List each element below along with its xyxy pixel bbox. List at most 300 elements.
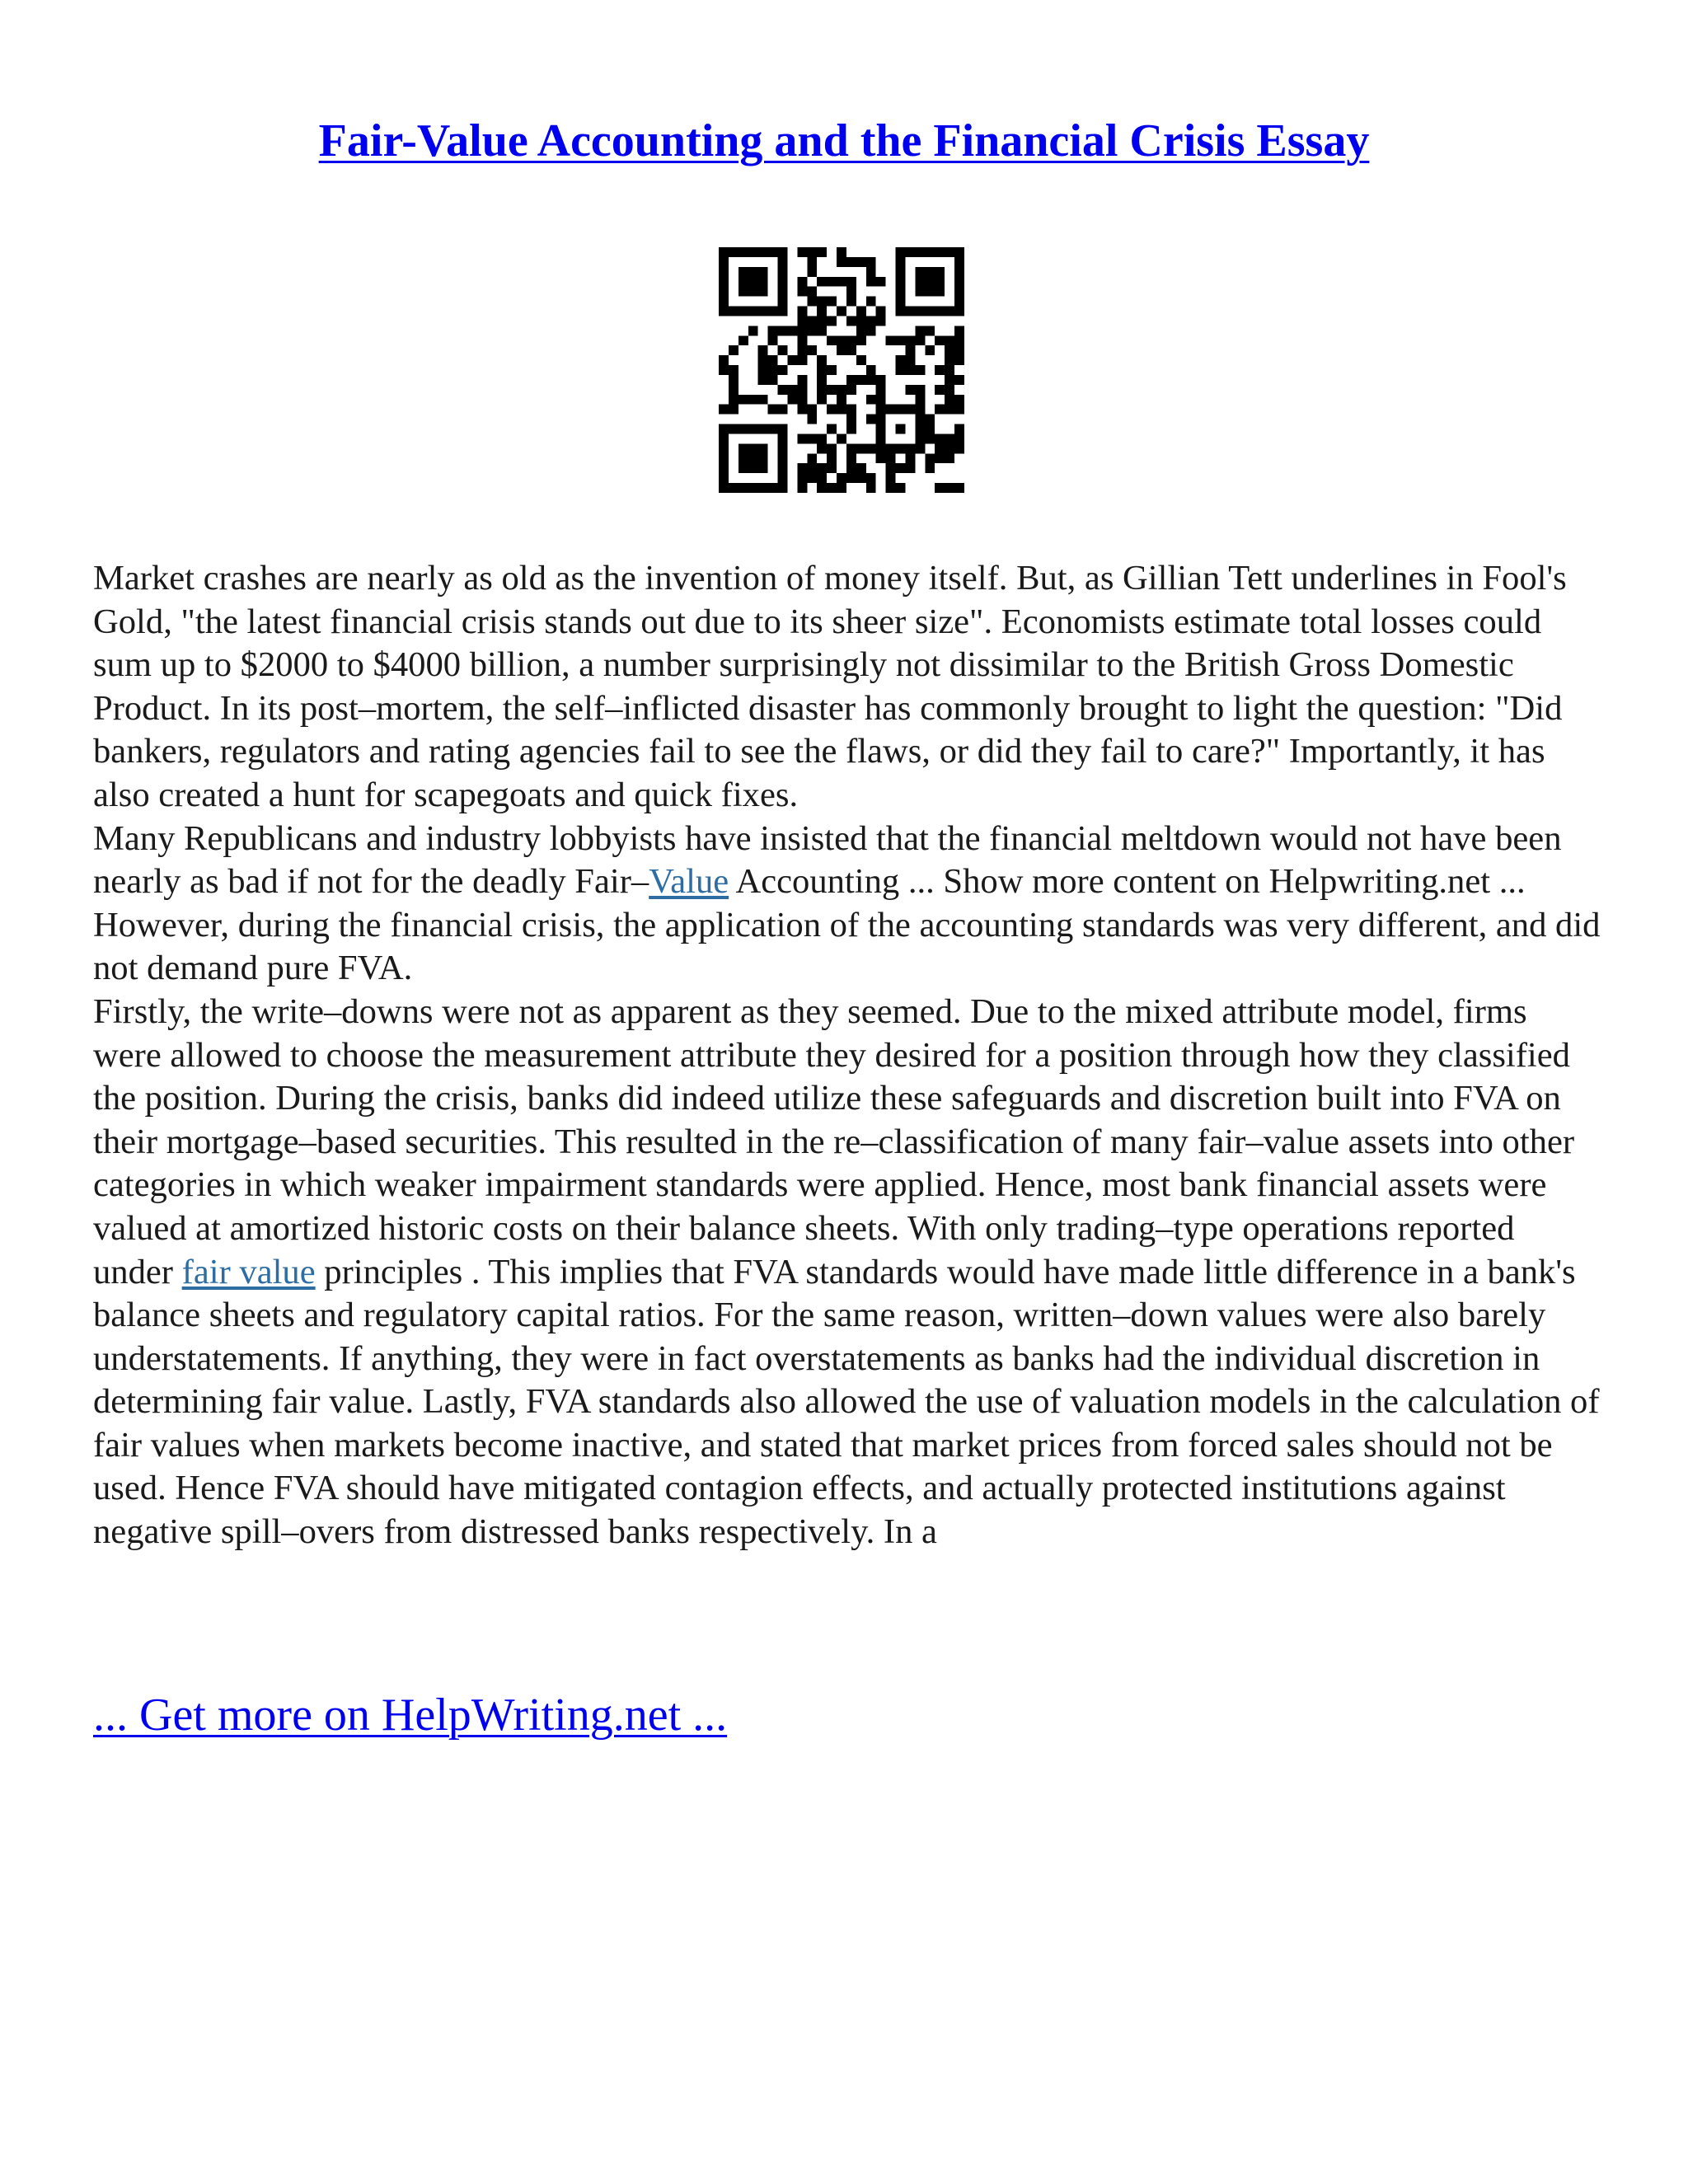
qr-module	[738, 277, 748, 287]
qr-module	[797, 395, 807, 405]
qr-module	[758, 443, 768, 453]
qr-module	[935, 453, 945, 463]
qr-module	[846, 257, 856, 267]
qr-module	[797, 463, 807, 473]
qr-module	[748, 267, 758, 277]
qr-module	[817, 385, 827, 395]
qr-module	[738, 483, 748, 493]
qr-module	[778, 307, 788, 316]
qr-module	[915, 424, 925, 434]
paragraph-2	[93, 818, 1601, 904]
qr-module	[738, 443, 748, 453]
qr-module	[729, 247, 738, 257]
qr-module	[807, 326, 817, 335]
qr-module	[807, 257, 817, 267]
qr-module	[866, 483, 876, 493]
qr-module	[768, 247, 778, 257]
qr-module	[748, 277, 758, 287]
qr-module	[846, 424, 856, 434]
qr-module	[778, 257, 788, 267]
qr-module	[817, 316, 827, 326]
qr-module	[719, 463, 729, 473]
qr-module	[719, 287, 729, 297]
qr-module	[797, 287, 807, 297]
qr-module	[729, 405, 738, 415]
qr-module	[954, 434, 964, 443]
qr-module	[817, 277, 827, 287]
qr-module	[954, 277, 964, 287]
qr-module	[856, 307, 866, 316]
qr-module	[758, 307, 768, 316]
qr-module	[866, 277, 876, 287]
qr-module	[954, 297, 964, 307]
qr-module	[778, 473, 788, 483]
qr-module	[778, 453, 788, 463]
qr-module	[797, 483, 807, 493]
qr-module	[817, 483, 827, 493]
qr-module	[719, 453, 729, 463]
qr-module	[935, 405, 945, 415]
qr-module	[856, 257, 866, 267]
qr-module	[915, 443, 925, 453]
qr-module	[876, 405, 886, 415]
qr-module	[738, 267, 748, 277]
qr-module	[856, 316, 866, 326]
qr-module	[797, 335, 807, 345]
qr-module	[905, 443, 915, 453]
qr-module	[935, 365, 945, 375]
qr-module	[954, 355, 964, 365]
qr-module	[807, 345, 817, 355]
qr-module	[787, 355, 797, 365]
qr-module	[856, 326, 866, 335]
qr-module	[905, 345, 915, 355]
qr-module	[905, 453, 915, 463]
qr-module	[866, 297, 876, 307]
qr-module	[846, 385, 856, 395]
qr-module	[748, 395, 758, 405]
qr-module	[837, 395, 846, 405]
qr-module	[846, 297, 856, 307]
qr-module	[905, 335, 915, 345]
qr-module	[768, 375, 778, 385]
qr-module	[807, 405, 817, 415]
qr-module	[945, 307, 954, 316]
qr-module	[915, 307, 925, 316]
qr-module	[837, 277, 846, 287]
qr-module	[778, 267, 788, 277]
qr-module	[856, 463, 866, 473]
qr-module	[778, 443, 788, 453]
qr-module	[797, 375, 807, 385]
qr-module	[954, 257, 964, 267]
qr-module	[886, 443, 896, 453]
qr-module	[935, 307, 945, 316]
qr-module	[778, 297, 788, 307]
qr-module	[837, 473, 846, 483]
qr-module	[915, 287, 925, 297]
qr-module	[807, 247, 817, 257]
qr-module	[876, 385, 886, 395]
qr-module	[945, 345, 954, 355]
qr-module	[719, 355, 729, 365]
qr-module	[915, 385, 925, 395]
qr-module	[846, 287, 856, 297]
qr-module	[719, 277, 729, 287]
qr-module	[738, 247, 748, 257]
qr-module	[896, 307, 906, 316]
qr-module	[807, 287, 817, 297]
qr-module	[817, 247, 827, 257]
qr-module	[797, 434, 807, 443]
qr-module	[876, 395, 886, 405]
qr-module	[748, 247, 758, 257]
qr-module	[827, 335, 837, 345]
qr-module	[797, 326, 807, 335]
qr-module	[905, 307, 915, 316]
qr-module	[817, 375, 827, 385]
qr-module	[886, 463, 896, 473]
qr-module	[954, 335, 964, 345]
qr-module	[945, 443, 954, 453]
qr-module	[935, 287, 945, 297]
qr-module	[827, 297, 837, 307]
qr-module	[896, 247, 906, 257]
qr-module	[778, 326, 788, 335]
qr-module	[719, 247, 729, 257]
qr-module	[758, 277, 768, 287]
qr-module	[915, 365, 925, 375]
qr-module	[925, 453, 935, 463]
qr-module	[905, 385, 915, 395]
qr-module	[905, 355, 915, 365]
qr-module	[758, 375, 768, 385]
qr-module	[866, 375, 876, 385]
qr-module	[729, 365, 738, 375]
qr-module	[807, 463, 817, 473]
qr-module	[846, 463, 856, 473]
qr-module	[758, 267, 768, 277]
qr-module	[807, 473, 817, 483]
qr-module	[945, 385, 954, 395]
qr-module	[738, 463, 748, 473]
qr-module	[954, 405, 964, 415]
qr-module	[876, 453, 886, 463]
qr-module	[954, 267, 964, 277]
paragraph-4	[93, 991, 1601, 1554]
qr-module	[866, 316, 876, 326]
qr-module	[866, 257, 876, 267]
qr-module	[827, 453, 837, 463]
qr-module	[945, 395, 954, 405]
qr-module	[738, 335, 748, 345]
qr-module	[896, 297, 906, 307]
qr-module	[758, 247, 768, 257]
qr-module	[837, 405, 846, 415]
qr-module	[935, 267, 945, 277]
qr-module	[866, 267, 876, 277]
qr-module	[846, 473, 856, 483]
qr-module	[915, 277, 925, 287]
qr-module	[866, 415, 876, 424]
qr-module	[886, 335, 896, 345]
qr-module	[866, 326, 876, 335]
qr-module	[768, 335, 778, 345]
qr-module	[748, 463, 758, 473]
paragraph-3: However, during the financial crisis, the application of the accounting standards was very different, and did not demand pure FVA.	[93, 905, 1601, 988]
qr-module	[866, 365, 876, 375]
paragraph-4-text-start: Firstly, the write–downs were not as apparent as they seemed. Due to the mixed attribute model, firms were allowed to choose the measurement attribute they desired for a position through how they classified the position. During the crisis, banks did indeed utilize these safeguards and discretion built into FVA on their mortgage–based securities. This resulted in the re–classification of many fair–value assets into other categories in which weaker impairment standards were applied. Hence, most bank financial assets were valued at amortized historic costs on their balance sheets. With only trading–type operations reported under	[93, 991, 1575, 1291]
qr-module	[915, 335, 925, 345]
more-link-container	[93, 1688, 727, 1743]
qr-module	[925, 247, 935, 257]
qr-module	[738, 453, 748, 463]
qr-module	[876, 424, 886, 434]
qr-module	[954, 375, 964, 385]
qr-module	[748, 326, 758, 335]
qr-module	[807, 267, 817, 277]
qr-module	[856, 355, 866, 365]
qr-module	[856, 375, 866, 385]
qr-module	[905, 463, 915, 473]
qr-code	[719, 247, 964, 493]
qr-module	[837, 335, 846, 345]
qr-module	[876, 277, 886, 287]
qr-module	[817, 443, 827, 453]
qr-module	[925, 345, 935, 355]
qr-module	[954, 483, 964, 493]
qr-module	[827, 483, 837, 493]
qr-module	[729, 385, 738, 395]
qr-module	[876, 316, 886, 326]
qr-module	[719, 257, 729, 267]
qr-module	[935, 443, 945, 453]
qr-module	[876, 434, 886, 443]
qr-module	[925, 267, 935, 277]
qr-module	[797, 247, 807, 257]
qr-module	[778, 345, 788, 355]
qr-module	[945, 405, 954, 415]
qr-module	[954, 345, 964, 355]
qr-module	[729, 424, 738, 434]
qr-module	[817, 297, 827, 307]
qr-module	[758, 483, 768, 493]
qr-module	[778, 277, 788, 287]
qr-module	[797, 345, 807, 355]
qr-module	[729, 375, 738, 385]
qr-module	[719, 424, 729, 434]
qr-module	[817, 463, 827, 473]
qr-module	[719, 267, 729, 277]
qr-module	[886, 453, 896, 463]
qr-module	[768, 307, 778, 316]
qr-module	[896, 405, 906, 415]
qr-module	[846, 345, 856, 355]
qr-module	[954, 443, 964, 453]
qr-module	[935, 247, 945, 257]
qr-module	[866, 443, 876, 453]
qr-module	[768, 365, 778, 375]
qr-module	[787, 385, 797, 395]
qr-module	[925, 424, 935, 434]
qr-module	[876, 307, 886, 316]
qr-module	[954, 287, 964, 297]
qr-module	[778, 365, 788, 375]
qr-module	[719, 443, 729, 453]
qr-module	[797, 473, 807, 483]
qr-module	[896, 355, 906, 365]
qr-module	[817, 326, 827, 335]
qr-module	[837, 247, 846, 257]
qr-module	[778, 247, 788, 257]
qr-module	[778, 483, 788, 493]
qr-module	[856, 473, 866, 483]
qr-module	[797, 385, 807, 395]
qr-module	[758, 355, 768, 365]
qr-module	[738, 287, 748, 297]
qr-module	[778, 424, 788, 434]
qr-module	[729, 345, 738, 355]
qr-module	[797, 307, 807, 316]
qr-module	[935, 385, 945, 395]
qr-module	[778, 287, 788, 297]
qr-module	[876, 375, 886, 385]
qr-module	[905, 405, 915, 415]
qr-module	[807, 453, 817, 463]
qr-module	[817, 355, 827, 365]
qr-module	[719, 365, 729, 375]
qr-module	[778, 385, 788, 395]
qr-module	[915, 415, 925, 424]
qr-module	[748, 424, 758, 434]
qr-module	[925, 277, 935, 287]
qr-module	[768, 326, 778, 335]
qr-module	[778, 463, 788, 473]
qr-module	[846, 316, 856, 326]
qr-module	[807, 297, 817, 307]
qr-module	[896, 365, 906, 375]
qr-module	[817, 307, 827, 316]
qr-module	[758, 463, 768, 473]
qr-module	[827, 385, 837, 395]
qr-module	[896, 335, 906, 345]
qr-module	[778, 434, 788, 443]
qr-module	[837, 483, 846, 493]
qr-module	[945, 483, 954, 493]
paragraph-4-text-end: principles . This implies that FVA standards would have made little difference in a bank's balance sheets and regulatory capital ratios. For the same reason, written–down values were also barely understatements. If anything, they were in fact overstatements as banks had the individual discretion in determining fair value. Lastly, FVA standards also allowed the use of valuation models in the calculation of fair values when markets become inactive, and stated that market prices from forced sales should not be used. Hence FVA should have mitigated contagion effects, and actually protected institutions against negative spill–overs from distressed banks respectively. In a	[93, 1252, 1600, 1552]
qr-module	[866, 395, 876, 405]
fair-value-link[interactable]: fair value	[181, 1252, 316, 1291]
qr-module	[915, 267, 925, 277]
qr-module	[758, 424, 768, 434]
qr-module	[954, 424, 964, 434]
qr-module	[945, 453, 954, 463]
qr-module	[837, 385, 846, 395]
qr-module	[729, 307, 738, 316]
qr-module	[748, 483, 758, 493]
qr-module	[846, 453, 856, 463]
qr-module	[915, 247, 925, 257]
qr-module	[896, 267, 906, 277]
qr-module	[935, 277, 945, 287]
qr-module	[778, 405, 788, 415]
page-title	[0, 114, 1688, 169]
qr-module	[787, 326, 797, 335]
essay-body	[93, 557, 1601, 1554]
qr-module	[768, 483, 778, 493]
qr-module	[758, 365, 768, 375]
qr-module	[719, 483, 729, 493]
qr-module	[729, 483, 738, 493]
qr-module	[738, 424, 748, 434]
qr-module	[856, 335, 866, 345]
qr-module	[896, 443, 906, 453]
value-link[interactable]: Value	[649, 862, 729, 902]
title-link[interactable]: Fair-Value Accounting and the Financial Crisis Essay	[318, 115, 1370, 166]
qr-module	[954, 395, 964, 405]
qr-code-graphic	[719, 247, 964, 493]
qr-module	[945, 335, 954, 345]
qr-module	[768, 405, 778, 415]
qr-module	[738, 307, 748, 316]
qr-module	[915, 405, 925, 415]
qr-module	[807, 415, 817, 424]
qr-module	[896, 287, 906, 297]
qr-module	[876, 415, 886, 424]
qr-module	[945, 247, 954, 257]
qr-module	[807, 316, 817, 326]
qr-module	[748, 307, 758, 316]
qr-module	[827, 316, 837, 326]
qr-module	[748, 443, 758, 453]
qr-module	[837, 434, 846, 443]
qr-module	[846, 443, 856, 453]
qr-module	[827, 277, 837, 287]
qr-module	[945, 434, 954, 443]
qr-module	[954, 247, 964, 257]
qr-module	[768, 424, 778, 434]
get-more-link[interactable]: ... Get more on HelpWriting.net ...	[93, 1690, 728, 1741]
qr-module	[827, 463, 837, 473]
paragraph-1: Market crashes are nearly as old as the invention of money itself. But, as Gillian Tett underlines in Fool's Gold, "the latest financial crisis stands out due to its sheer size". Economists estimate total losses could sum up to $2000 to $4000 billion, a number surprisingly not dissimilar to the British Gross Domestic Product. In its post–mortem, the self–inflicted disaster has commonly brought to light the question: "Did bankers, regulators and rating agencies fail to see the flaws, or did they fail to care?" Importantly, it has also created a hunt for scapegoats and quick fixes.	[93, 559, 1567, 814]
qr-module	[729, 395, 738, 405]
qr-module	[886, 473, 896, 483]
qr-module	[846, 335, 856, 345]
qr-module	[954, 307, 964, 316]
qr-module	[846, 277, 856, 287]
qr-module	[896, 257, 906, 267]
qr-module	[837, 345, 846, 355]
qr-module	[817, 434, 827, 443]
qr-module	[738, 395, 748, 405]
qr-module	[719, 473, 729, 483]
qr-module	[925, 434, 935, 443]
qr-module	[846, 405, 856, 415]
qr-module	[846, 415, 856, 424]
qr-module	[945, 365, 954, 375]
qr-module	[846, 375, 856, 385]
qr-module	[797, 277, 807, 287]
qr-module	[797, 316, 807, 326]
qr-module	[817, 473, 827, 483]
qr-module	[886, 405, 896, 415]
qr-module	[925, 463, 935, 473]
qr-module	[827, 443, 837, 453]
qr-module	[807, 434, 817, 443]
qr-module	[945, 375, 954, 385]
qr-module	[896, 483, 906, 493]
qr-module	[935, 483, 945, 493]
